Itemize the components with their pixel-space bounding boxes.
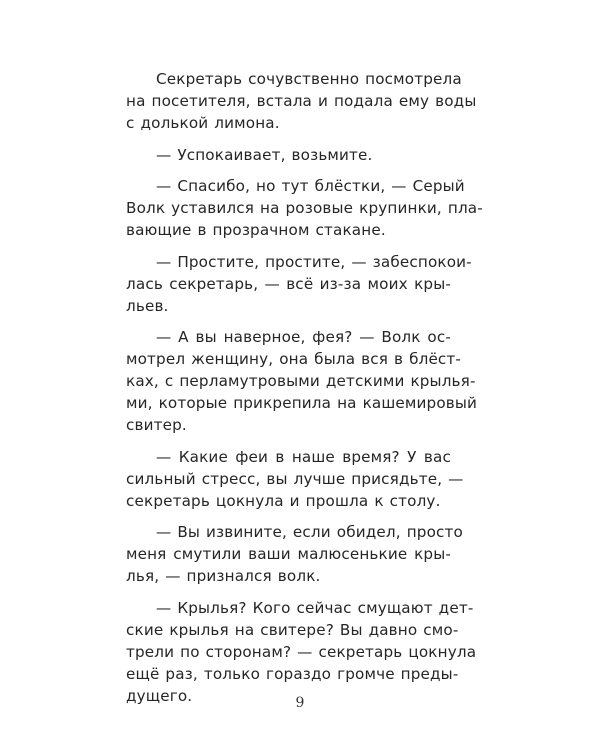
text-line: лья, — признался волк. (126, 567, 321, 585)
text-line: Секретарь сочувственно посмотрела (156, 70, 462, 88)
text-line: — Простите, простите, — забеспокои- (156, 252, 472, 271)
text-line: — Крылья? Кого сейчас смущают дет- (156, 598, 474, 617)
page-number: 9 (295, 695, 305, 711)
text-line: с долькой лимона. (126, 114, 280, 132)
text-line: ми, которые прикрепила на кашемировый (126, 394, 478, 412)
text-line: ках, с перламутровыми детскими крылья- (126, 372, 476, 390)
text-line: мотрел женщину, она была вся в блёст- (126, 350, 462, 368)
paragraph (126, 446, 464, 512)
text-line: — А вы наверное, фея? — Волк ос- (156, 328, 451, 346)
paragraph (126, 175, 483, 241)
text-line: — Какие феи в наше время? У вас (156, 447, 451, 466)
paragraph (126, 597, 477, 707)
text-line: льев. (126, 296, 169, 315)
text-line: — Вы извините, если обидел, просто (156, 523, 463, 541)
paragraph (126, 251, 472, 317)
text-line: Волк уставился на розовые крупинки, пла- (126, 199, 483, 217)
body-text (126, 68, 483, 716)
text-line: свитер. (126, 416, 187, 434)
text-line: дущего. (126, 686, 193, 705)
text-line: трели по сторонам? — секретарь цокнула (126, 642, 477, 661)
paragraph (126, 144, 451, 166)
text-line: меня смутили ваши малюсенькие кры- (126, 545, 451, 563)
text-line: лась секретарь, — всё из-за моих кры- (126, 274, 451, 293)
paragraph (126, 326, 478, 436)
text-line: — Спасибо, но тут блёстки, — Серый (156, 177, 465, 195)
text-line: ские крылья на свитере? Вы давно смо- (126, 620, 459, 639)
text-line: на посетителя, встала и подала ему воды (126, 92, 477, 110)
text-line: ещё раз, только гораздо громче преды- (126, 664, 459, 683)
text-line: вающие в прозрачном стакане. (126, 221, 386, 239)
text-line: сильный стресс, вы лучше присядьте, — (126, 469, 464, 488)
text-line: — Успокаивает, возьмите. (156, 145, 373, 164)
paragraph (126, 521, 463, 587)
text-line: секретарь цокнула и прошла к столу. (126, 491, 441, 510)
paragraph (126, 68, 477, 134)
